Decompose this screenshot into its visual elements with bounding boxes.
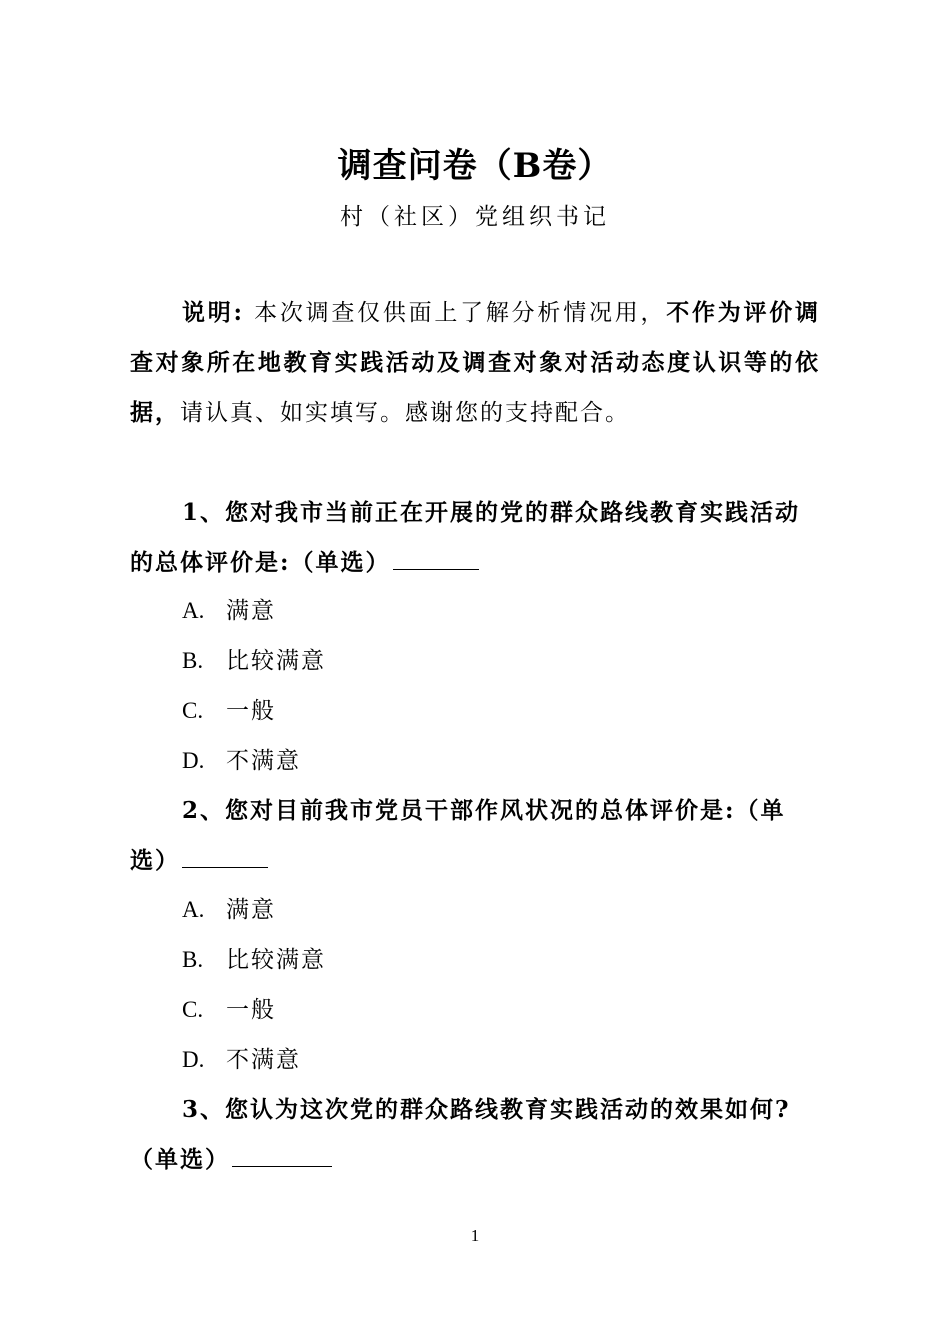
- option-letter: D.: [182, 1047, 205, 1072]
- option-label: 一般: [226, 698, 276, 724]
- question-1: [130, 488, 820, 588]
- question-2-option-b: [182, 935, 326, 985]
- question-1-option-d: [182, 736, 301, 786]
- question-1-text: 1、您对我市当前正在开展的党的群众路线教育实践活动的总体评价是:（单选）: [130, 499, 801, 576]
- option-label: 不满意: [226, 748, 301, 774]
- option-letter: B.: [182, 648, 204, 673]
- answer-blank-3[interactable]: [232, 1138, 332, 1167]
- option-label: 不满意: [226, 1047, 301, 1073]
- question-2-option-a: [182, 885, 276, 935]
- option-letter: B.: [182, 947, 204, 972]
- intro-paragraph: [130, 288, 820, 438]
- option-label: 一般: [226, 997, 276, 1023]
- option-letter: C.: [182, 698, 204, 723]
- question-2-option-c: [182, 985, 276, 1035]
- question-2: [130, 786, 820, 886]
- intro-text-bold: 不作为评价调查对象所在地教育实践活动及调查对象对活动态度认识等的依据，: [130, 299, 821, 426]
- question-3: [130, 1085, 820, 1185]
- question-1-option-b: [182, 636, 326, 686]
- intro-text-normal: 本次调查仅供面上了解分析情况用，: [254, 300, 667, 326]
- option-letter: C.: [182, 997, 204, 1022]
- question-2-option-d: [182, 1035, 301, 1085]
- option-label: 比较满意: [226, 648, 326, 674]
- question-2-text: 2、您对目前我市党员干部作风状况的总体评价是:（单选）: [130, 797, 786, 874]
- option-label: 比较满意: [226, 947, 326, 973]
- option-letter: D.: [182, 748, 205, 773]
- question-3-text: 3、您认为这次党的群众路线教育实践活动的效果如何?（单选）: [130, 1096, 791, 1173]
- page-subtitle: 村（社区）党组织书记: [340, 204, 610, 230]
- option-label: 满意: [226, 598, 276, 624]
- question-1-option-c: [182, 686, 276, 736]
- answer-blank-1[interactable]: [393, 541, 479, 570]
- question-1-option-a: [182, 586, 276, 636]
- page-number: 1: [470, 1226, 480, 1245]
- option-letter: A.: [182, 897, 205, 922]
- option-label: 满意: [226, 897, 276, 923]
- answer-blank-2[interactable]: [182, 839, 268, 868]
- intro-text-normal-2: 请认真、如实填写。感谢您的支持配合。: [180, 400, 630, 426]
- option-letter: A.: [182, 598, 205, 623]
- page-title: 调查问卷（B卷）: [337, 146, 613, 186]
- intro-label: 说明:: [182, 299, 245, 326]
